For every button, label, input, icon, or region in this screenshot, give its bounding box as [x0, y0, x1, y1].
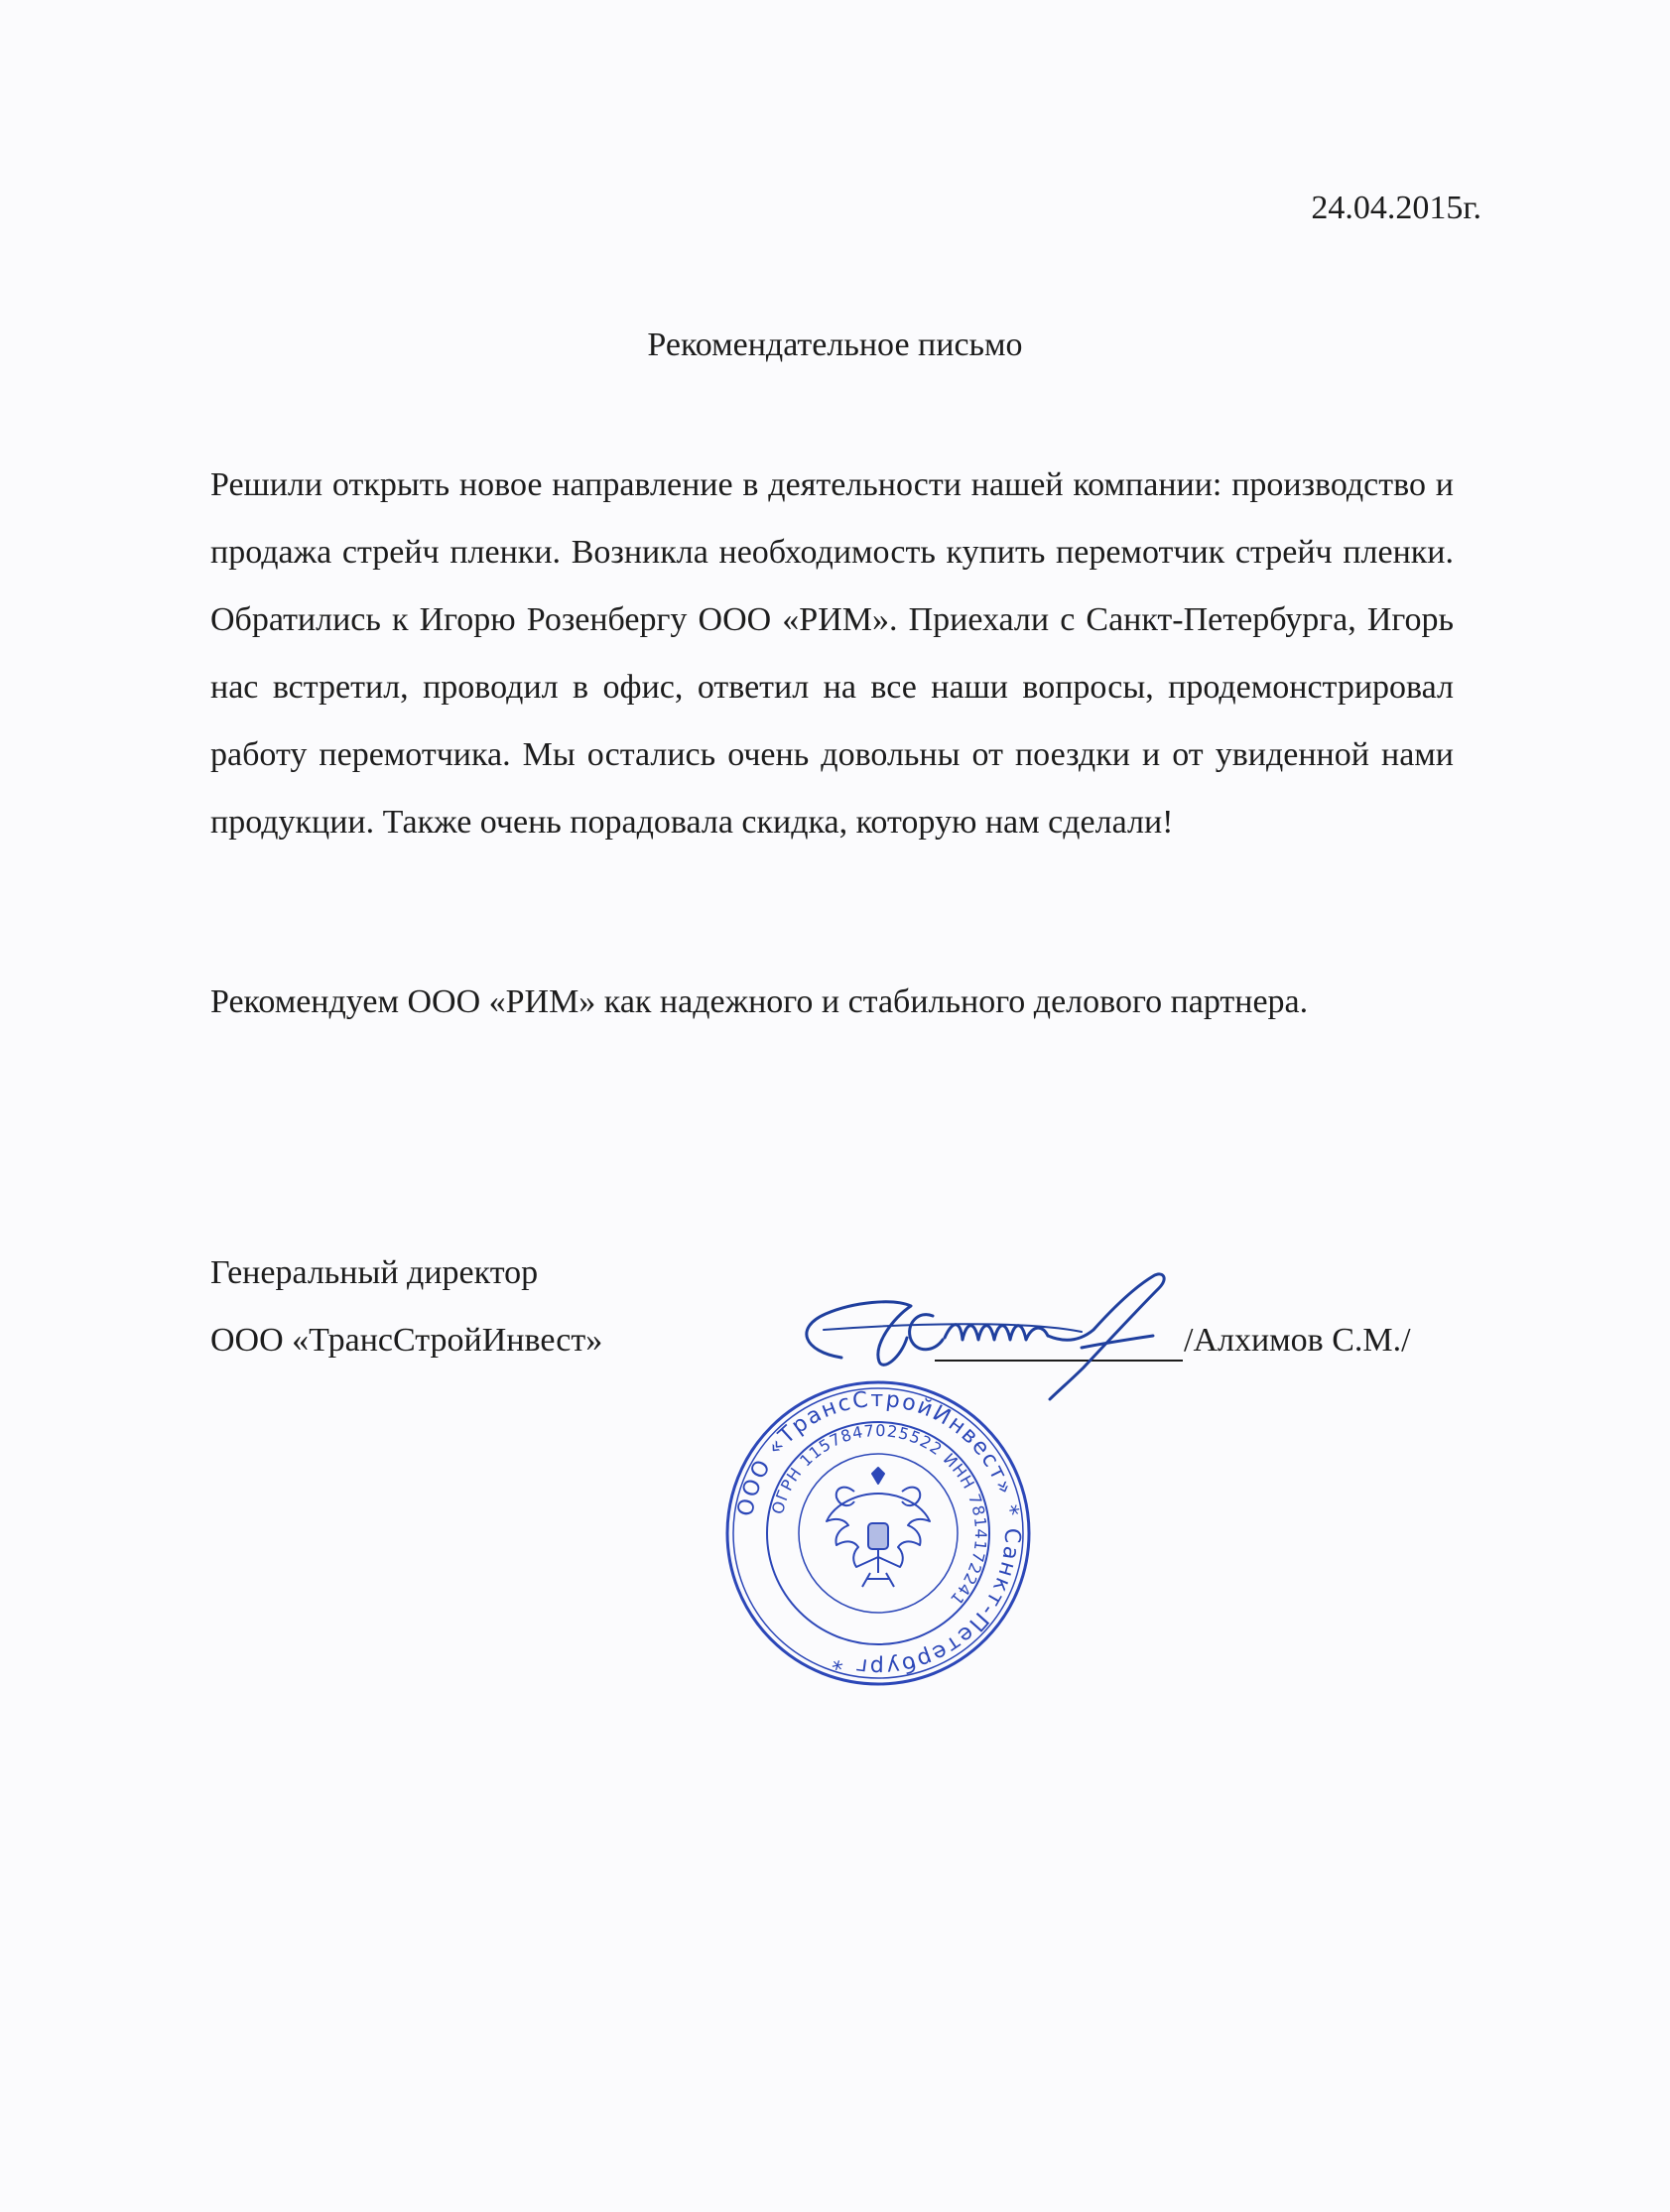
- stamp-inner-text: ОГРН 1157847025522 ИНН 7814172241: [767, 1420, 991, 1610]
- coat-of-arms-icon: [827, 1468, 930, 1587]
- stamp-outer-text: ООО «ТрансСтройИнвест» * Санкт-Петербург *: [733, 1386, 1025, 1680]
- letter-recommendation: Рекомендуем ООО «РИМ» как надежного и стабильного делового партнера.: [210, 983, 1309, 1020]
- letter-date: 24.04.2015г.: [1311, 190, 1481, 226]
- letter-title: Рекомендательное письмо: [647, 326, 1023, 363]
- signatory-position: Генеральный директор: [210, 1254, 539, 1291]
- company-stamp: [719, 1374, 1037, 1692]
- signatory-company: ООО «ТрансСтройИнвест»: [210, 1322, 603, 1359]
- signatory-name: /Алхимов С.М./: [1184, 1322, 1411, 1359]
- letter-body: Решили открыть новое направление в деятельности нашей компании: производство и продажа стрейч пленки. Возникла необходимость купить перемотчик стрейч пленки. Обратились к Игорю Розенбергу ООО «РИМ». Приехали с Санкт-Петербурга, Игорь нас встретил, проводил в офис, ответил на все наши вопросы, продемонстрировал работу перемотчика. Мы остались очень довольны от поездки и от увиденной нами продукции. Также очень порадовала скидка, которую нам сделали!: [210, 466, 1454, 841]
